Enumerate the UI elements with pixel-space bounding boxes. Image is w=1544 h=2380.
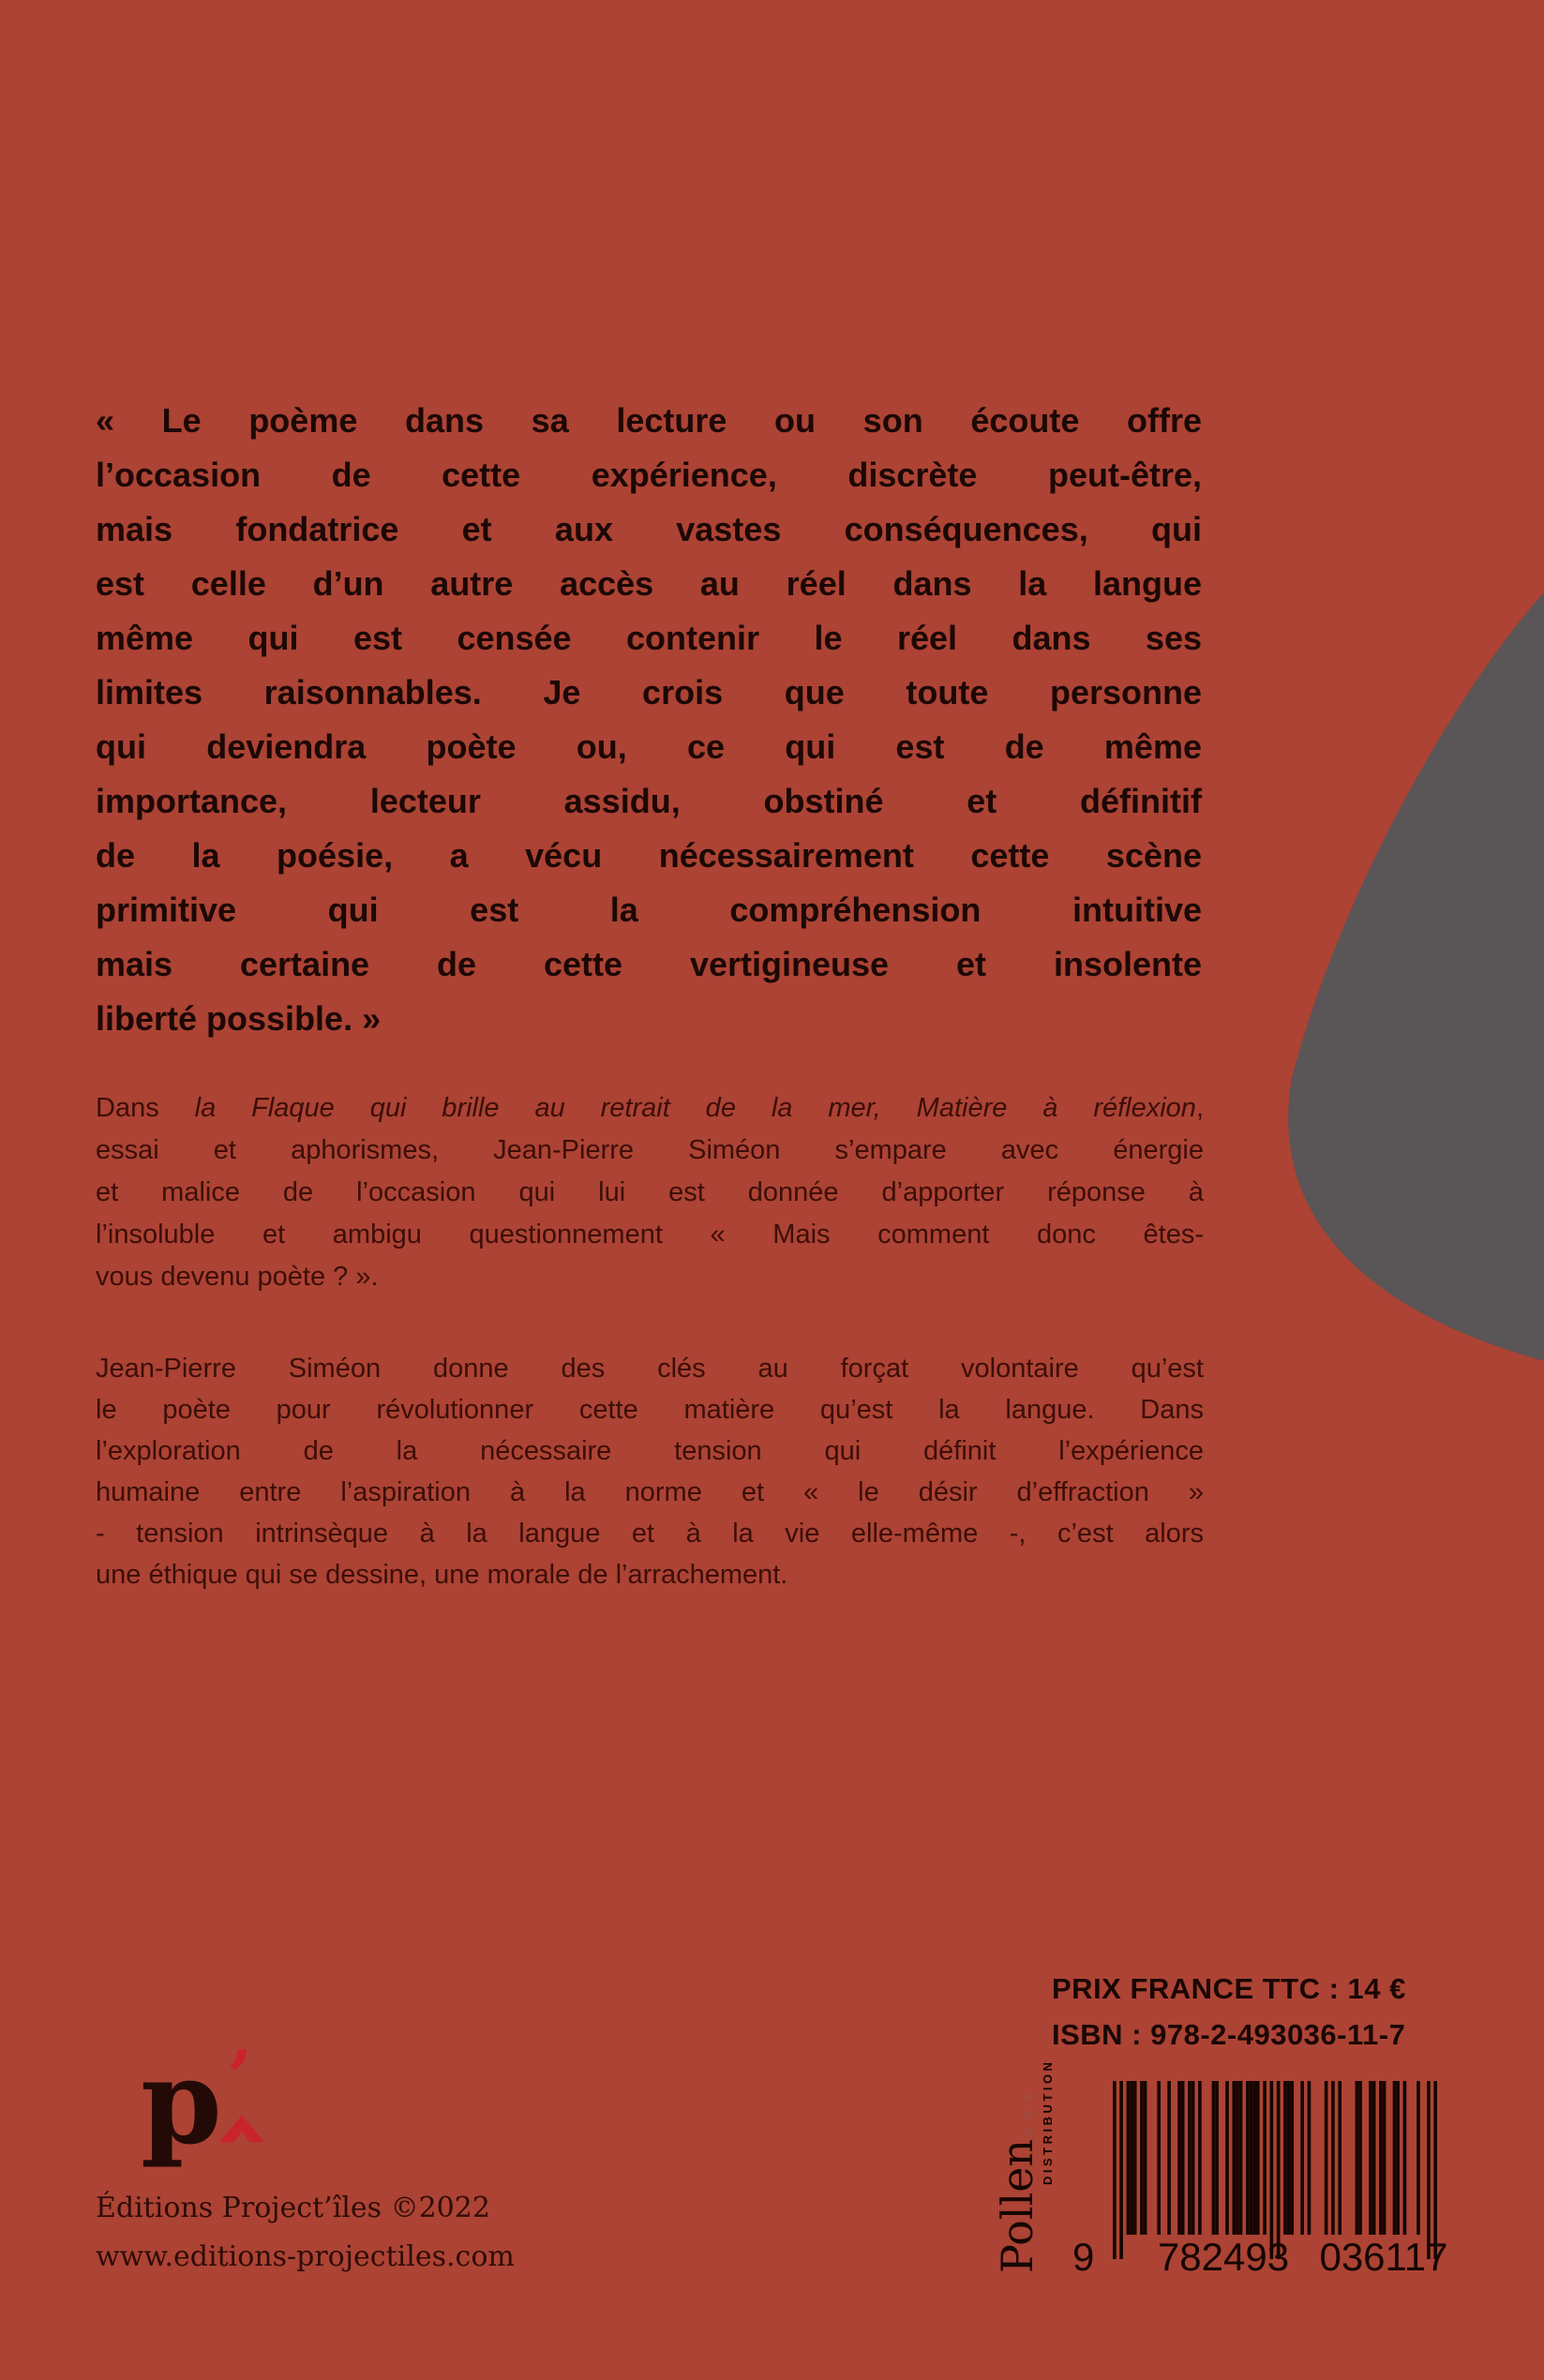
text-line: Dans la Flaque qui brille au retrait de la mer, Matière à réflexion, [96, 1093, 1204, 1123]
barcode-bar [1308, 2081, 1312, 2235]
text-line: mais certaine de cette vertigineuse et insolente [96, 945, 1202, 983]
barcode-bar [1417, 2081, 1420, 2235]
pollen-name-text: Pollen [992, 2138, 1042, 2273]
barcode-bar [1181, 2081, 1185, 2235]
barcode-bar [1403, 2081, 1407, 2235]
barcode-bar [1331, 2081, 1335, 2235]
text-line: qui deviendra poète ou, ce qui est de même [96, 727, 1202, 766]
barcode-bar [1256, 2081, 1260, 2235]
barcode-bar [1239, 2081, 1243, 2235]
barcode-bar [1177, 2081, 1181, 2235]
barcode-bar [1263, 2081, 1267, 2235]
text-line: liberté possible. » [96, 999, 382, 1038]
barcode-bar [1338, 2081, 1342, 2235]
barcode-bar [1212, 2081, 1216, 2235]
barcode-digits-left: 782493 [1157, 2235, 1290, 2279]
barcode-bar [1188, 2081, 1192, 2235]
text-line: et malice de l’occasion qui lui est donnée d’apporter réponse à [96, 1177, 1204, 1207]
barcode-bar [1325, 2081, 1328, 2235]
text-line: Jean-Pierre Siméon donne des clés au forçat volontaire qu’est [96, 1354, 1204, 1384]
text-line: limites raisonnables. Je crois que toute personne [96, 673, 1202, 711]
text-line: l’exploration de la nécessaire tension qui définit l’expérience [96, 1436, 1204, 1466]
barcode-bar [1379, 2081, 1383, 2235]
price-isbn-block [1052, 1972, 1406, 2052]
text-line: même qui est censée contenir le réel dans ses [96, 619, 1202, 657]
pollen-distribution-block [992, 2058, 1055, 2273]
distribution-label: DISTRIBUTION [1041, 2058, 1055, 2185]
text-line: humaine entre l’aspiration à la norme et « le désir d’effraction » [96, 1477, 1204, 1507]
text-line: de la poésie, a vécu nécessairement cette scène [96, 836, 1202, 875]
barcode-bar [1192, 2081, 1195, 2235]
barcode-bar [1358, 2081, 1362, 2235]
text-line: - tension intrinsèque à la langue et à la vie elle-même -, c’est alors [96, 1519, 1204, 1549]
barcode-bar [1290, 2081, 1294, 2235]
logo-circumflex-icon [219, 2115, 264, 2143]
text-line: est celle d’un autre accès au réel dans la langue [96, 564, 1202, 603]
pollen-dots: ... [992, 2088, 1042, 2139]
publisher-logo [141, 2035, 309, 2195]
barcode-bar [1225, 2081, 1229, 2235]
pollen-wordmark [992, 2065, 1042, 2273]
text-line: le poète pour révolutionner cette matière qu’est la langue. Dans [96, 1395, 1204, 1425]
barcode-bar [1383, 2081, 1387, 2235]
text-line: l’insoluble et ambigu questionnement « Mais comment donc êtes- [96, 1220, 1204, 1250]
barcode-bar [1356, 2081, 1359, 2235]
barcode-bar [1232, 2081, 1236, 2235]
text-line: vous devenu poète ? ». [96, 1262, 379, 1292]
synopsis-paragraph-2 [96, 1348, 1204, 1595]
isbn-text: ISBN : 978-2-493036-11-7 [1052, 2018, 1406, 2051]
text-line: essai et aphorismes, Jean-Pierre Siméon s’empare avec énergie [96, 1135, 1204, 1165]
barcode-bar [1372, 2081, 1376, 2235]
barcode-bar [1250, 2081, 1253, 2235]
barcode-bar [1369, 2081, 1372, 2235]
barcode-bar [1127, 2081, 1131, 2235]
barcode-bar [1396, 2081, 1400, 2235]
barcode-bar [1215, 2081, 1219, 2235]
barcode-bar [1157, 2081, 1161, 2235]
barcode-bar [1433, 2081, 1437, 2259]
barcode-bar [1393, 2081, 1397, 2235]
text-line: primitive qui est la compréhension intuitive [96, 891, 1202, 929]
gray-blob-path [1288, 592, 1544, 1361]
barcode-digits-right: 036117 [1319, 2235, 1448, 2279]
barcode-bar [1144, 2081, 1147, 2235]
text-line: « Le poème dans sa lecture ou son écoute offre [96, 401, 1202, 440]
barcode-bar [1198, 2081, 1202, 2235]
barcode-bar [1287, 2081, 1291, 2235]
barcode-bar [1133, 2081, 1137, 2235]
ean13-barcode [1113, 2081, 1437, 2259]
text-line: importance, lecteur assidu, obstiné et définitif [96, 782, 1202, 820]
barcode-bar [1427, 2081, 1431, 2259]
barcode-bar [1140, 2081, 1144, 2235]
price-text: PRIX FRANCE TTC : 14 € [1052, 1972, 1406, 2005]
barcode-bar [1119, 2081, 1123, 2259]
barcode-bar [1236, 2081, 1239, 2235]
back-cover-quote [96, 394, 1202, 1046]
synopsis-paragraph-1 [96, 1087, 1204, 1298]
barcode-bar [1277, 2081, 1281, 2259]
website-url: www.editions-projectiles.com [96, 2240, 515, 2273]
barcode-bar [1283, 2081, 1287, 2235]
imprint-line: Éditions Project’îles ©2022 [96, 2192, 490, 2224]
text-line: une éthique qui se dessine, une morale de l’arrachement. [96, 1560, 788, 1590]
barcode-bar [1246, 2081, 1250, 2235]
logo-letter-p: p [141, 2035, 222, 2171]
barcode-bar [1300, 2081, 1304, 2235]
text-line: mais fondatrice et aux vastes conséquences, qui [96, 510, 1202, 548]
barcode-digit-first: 9 [1072, 2235, 1095, 2279]
barcode-bar [1113, 2081, 1117, 2259]
barcode-bar [1130, 2081, 1133, 2235]
barcode-bar [1252, 2081, 1256, 2235]
logo-apostrophe-icon: ’ [227, 2035, 253, 2120]
barcode-bar [1167, 2081, 1171, 2235]
text-line: l’occasion de cette expérience, discrète peut-être, [96, 456, 1202, 494]
barcode-bar [1270, 2081, 1274, 2259]
